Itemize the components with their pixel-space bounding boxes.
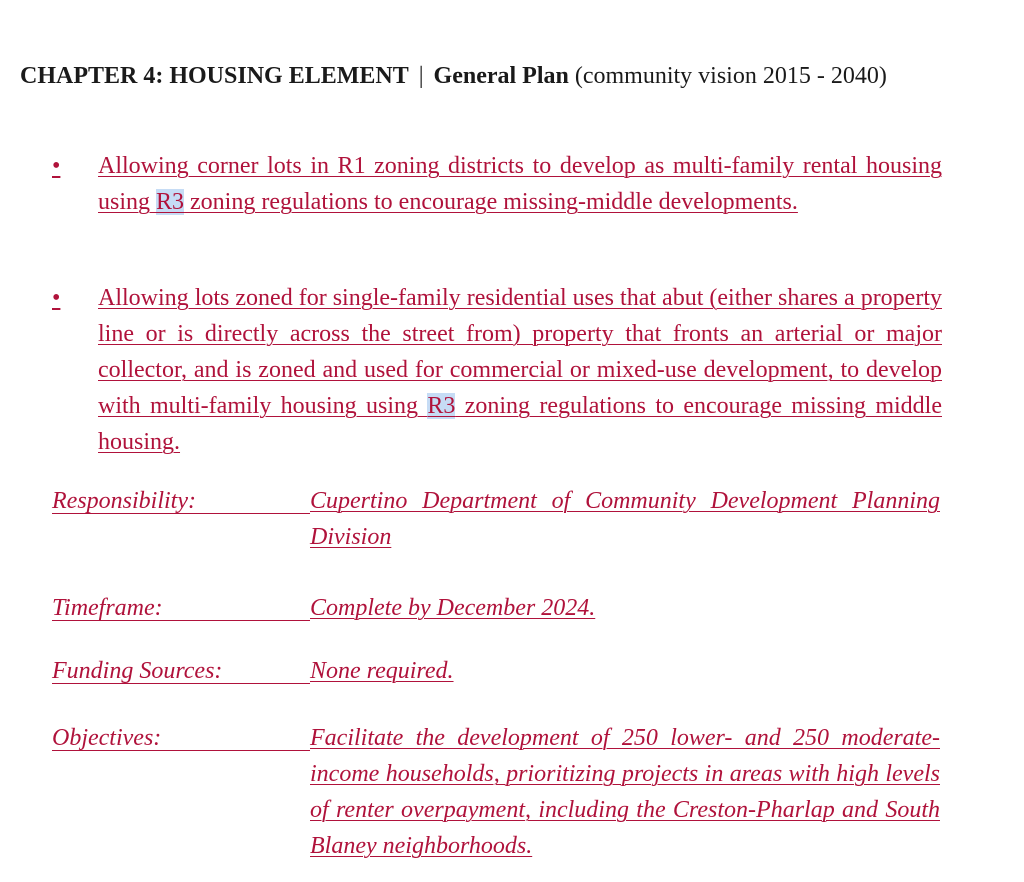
page-header	[20, 60, 1010, 92]
funding-label: Funding Sources:	[52, 658, 223, 684]
field-funding-sources	[52, 653, 940, 689]
bullet-marker: •	[52, 285, 61, 311]
responsibility-value: Cupertino Department of Community Development Planning Division	[310, 488, 940, 550]
field-label-underline	[52, 483, 310, 514]
timeframe-value: Complete by December 2024.	[310, 595, 596, 621]
bullet-text-after: zoning regulations to encourage missing-middle developments.	[184, 189, 798, 215]
bullet-text-before: Allowing corner lots in R1 zoning districts to develop as multi-family rental housing using	[98, 153, 942, 215]
responsibility-label: Responsibility:	[52, 488, 196, 514]
plan-title: General Plan	[433, 63, 569, 89]
bullet-item-abutting-lots	[52, 280, 942, 460]
timeframe-label: Timeframe:	[52, 595, 163, 621]
field-timeframe	[52, 590, 940, 626]
highlighted-term: R3	[156, 189, 185, 215]
highlighted-term: R3	[427, 393, 456, 419]
bullet-text-before: Allowing lots zoned for single-family residential uses that abut (either shares a property line or is directly across the street from) property that fronts an arterial or major collector, and is zoned and used for commercial or mixed-use development, to develop with multi-family housing using	[98, 285, 942, 419]
vision-subtitle: (community vision 2015 - 2040)	[574, 63, 887, 89]
field-label-underline	[52, 590, 310, 621]
header-separator: |	[418, 63, 424, 89]
bullet-text-after: zoning regulations to encourage missing middle housing.	[98, 393, 942, 455]
chapter-title: CHAPTER 4: HOUSING ELEMENT	[20, 63, 409, 89]
bullet-text	[98, 280, 942, 460]
bullet-marker: •	[52, 153, 61, 179]
bullet-text	[98, 148, 942, 220]
field-responsibility	[52, 483, 940, 555]
objectives-value: Facilitate the development of 250 lower- and 250 moderate-income households, prioritizing projects in areas with high levels of renter overpayment, including the Creston-Pharlap and South Blaney neighborhoods.	[310, 725, 940, 859]
field-objectives	[52, 720, 940, 864]
objectives-label: Objectives:	[52, 725, 162, 751]
funding-value: None required.	[310, 658, 454, 684]
field-label-underline	[52, 653, 310, 684]
bullet-item-corner-lots	[52, 148, 942, 220]
field-label-underline	[52, 720, 310, 751]
